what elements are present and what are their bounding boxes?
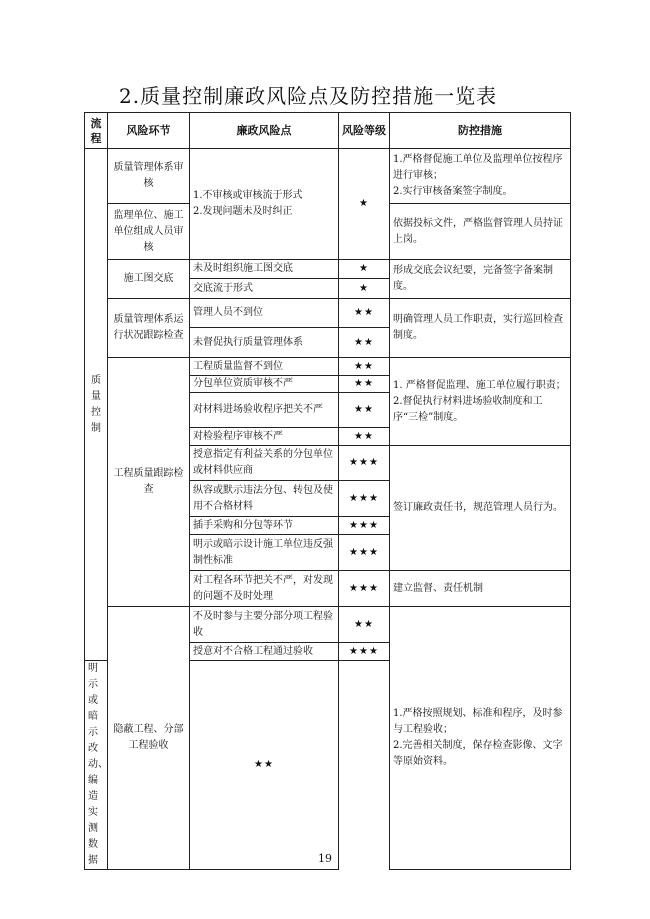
risk-cell: 1.不审核或审核流于形式 2.发现问题未及时纠正 — [190, 149, 339, 260]
level-cell: ★★ — [339, 328, 390, 358]
level-cell: ★★ — [190, 661, 339, 870]
header-risk: 廉政风险点 — [190, 113, 339, 149]
level-cell: ★ — [339, 260, 390, 279]
risk-cell: 对检验程序审核不严 — [190, 428, 339, 446]
stage-cell: 质量管理体系审核 — [108, 149, 190, 204]
measure-cell: 明确管理人员工作职责，实行巡回检查制度。 — [390, 299, 571, 358]
stage-cell: 隐蔽工程、分部工程验收 — [108, 607, 190, 870]
level-cell: ★★ — [339, 393, 390, 428]
table-row — [85, 260, 571, 279]
table-row — [85, 149, 571, 204]
measure-cell: 建立监督、责任机制 — [390, 571, 571, 607]
risk-cell: 未及时组织施工图交底 — [190, 260, 339, 279]
risk-cell: 管理人员不到位 — [190, 299, 339, 328]
risk-cell: 交底流于形式 — [190, 279, 339, 299]
risk-cell: 分包单位资质审核不严 — [190, 376, 339, 393]
risk-cell: 授意对不合格工程通过验收 — [190, 643, 339, 661]
measure-cell: 1. 严格督促监理、施工单位履行职责； 2.督促执行材料进场验收制度和工序“三检”制度。 — [390, 358, 571, 446]
level-cell: ★★ — [339, 376, 390, 393]
level-cell: ★★ — [339, 607, 390, 643]
page-title: 2.质量控制廉政风险点及防控措施一览表 — [119, 84, 498, 108]
measure-cell: 签订廉政责任书，规范管理人员行为。 — [390, 446, 571, 571]
table-row — [85, 607, 571, 643]
risk-cell: 明示或暗示改动、编造实测数据 — [85, 661, 108, 870]
measure-cell: 依据投标文件，严格监督管理人员持证上岗。 — [390, 204, 571, 260]
level-cell: ★★★ — [339, 446, 390, 481]
measure-cell: 形成交底会议纪要，完备签字备案制度。 — [390, 260, 571, 299]
header-row — [85, 113, 571, 149]
measure-cell: 1.严格督促施工单位及监理单位按程序进行审核； 2.实行审核备案签字制度。 — [390, 149, 571, 204]
risk-cell: 未督促执行质量管理体系 — [190, 328, 339, 358]
risk-cell: 授意指定有利益关系的分包单位或材料供应商 — [190, 446, 339, 481]
risk-table — [84, 112, 571, 870]
measure-cell: 1.严格按照规划、标准和程序，及时参与工程验收； 2.完善相关制度，保存检查影像、文字等原始资料。 — [390, 607, 571, 870]
level-cell: ★★★ — [339, 535, 390, 571]
stage-cell: 监理单位、施工单位组成人员审核 — [108, 204, 190, 260]
level-cell: ★★ — [339, 299, 390, 328]
stage-cell: 质量管理体系运行状况跟踪检查 — [108, 299, 190, 358]
risk-cell: 工程质量监督不到位 — [190, 358, 339, 376]
level-cell: ★ — [339, 149, 390, 260]
risk-cell: 不及时参与主要分部分项工程验收 — [190, 607, 339, 643]
stage-cell: 工程质量跟踪检查 — [108, 358, 190, 607]
level-cell: ★★★ — [339, 643, 390, 661]
risk-cell: 对材料进场验收程序把关不严 — [190, 393, 339, 428]
header-level: 风险等级 — [339, 113, 390, 149]
risk-cell: 纵容或默示违法分包、转包及使用不合格材料 — [190, 481, 339, 517]
table-row — [85, 299, 571, 328]
stage-cell: 施工图交底 — [108, 260, 190, 299]
page-number: 19 — [318, 852, 332, 865]
risk-cell: 插手采购和分包等环节 — [190, 517, 339, 535]
level-cell: ★ — [339, 279, 390, 299]
header-process: 流程 — [85, 113, 108, 149]
level-cell: ★★ — [339, 428, 390, 446]
level-cell: ★★★ — [339, 481, 390, 517]
level-cell: ★★ — [339, 358, 390, 376]
level-cell: ★★★ — [339, 571, 390, 607]
header-stage: 风险环节 — [108, 113, 190, 149]
process-cell: 质量控制 — [85, 149, 108, 661]
level-cell: ★★★ — [339, 517, 390, 535]
risk-cell: 明示或暗示设计施工单位违反强制性标准 — [190, 535, 339, 571]
table-row — [85, 358, 571, 376]
header-measures: 防控措施 — [390, 113, 571, 149]
risk-cell: 对工程各环节把关不严，对发现的问题不及时处理 — [190, 571, 339, 607]
